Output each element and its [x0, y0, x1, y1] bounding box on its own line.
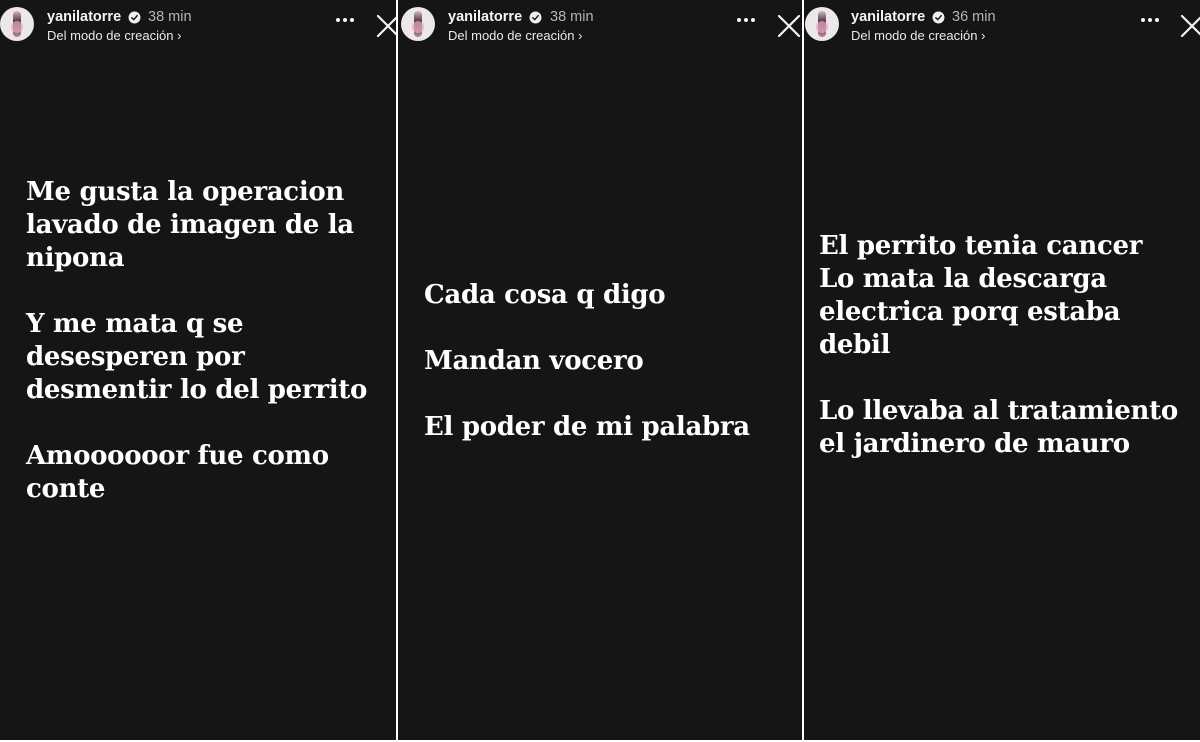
text-line: lavado de imagen de la — [26, 210, 354, 240]
creation-mode-link[interactable]: Del modo de creación › — [47, 28, 182, 43]
text-line: Cada cosa q digo — [424, 280, 666, 310]
text-line: Y me mata q se — [26, 309, 244, 339]
avatar[interactable] — [401, 7, 435, 41]
more-options-icon[interactable] — [335, 17, 355, 23]
text-line: Lo llevaba al tratamiento — [819, 396, 1178, 426]
story-panel-3[interactable] — [804, 0, 1200, 740]
text-line: nipona — [26, 243, 125, 273]
text-line: desesperen por — [26, 342, 245, 372]
close-icon[interactable] — [1180, 14, 1200, 38]
text-line: Lo mata la descarga — [819, 264, 1107, 294]
story-panel-1[interactable] — [0, 0, 396, 740]
username[interactable]: yanilatorre — [47, 9, 122, 25]
post-time: 36 min — [952, 9, 996, 25]
creation-mode-link[interactable]: Del modo de creación › — [851, 28, 986, 43]
story-paragraph — [26, 308, 367, 407]
story-text — [819, 230, 1178, 461]
more-options-icon[interactable] — [1140, 17, 1160, 23]
verified-badge-icon — [529, 11, 542, 24]
more-options-icon[interactable] — [736, 17, 756, 23]
story-paragraph — [819, 395, 1178, 461]
text-line: conte — [26, 474, 106, 504]
verified-badge-icon — [128, 11, 141, 24]
text-line: El poder de mi palabra — [424, 412, 750, 442]
text-line: El perrito tenia cancer — [819, 231, 1143, 261]
story-paragraph — [26, 440, 367, 506]
avatar[interactable] — [0, 7, 34, 41]
story-paragraph — [819, 230, 1178, 362]
close-icon[interactable] — [376, 14, 396, 38]
text-line: debil — [819, 330, 891, 360]
text-line: Me gusta la operacion — [26, 177, 345, 207]
avatar[interactable] — [805, 7, 839, 41]
story-panel-2[interactable] — [398, 0, 802, 740]
story-text — [424, 279, 750, 444]
story-paragraph — [424, 411, 750, 444]
text-line: desmentir lo del perrito — [26, 375, 368, 405]
creation-mode-link[interactable]: Del modo de creación › — [448, 28, 583, 43]
text-line: Amoooooor fue como — [26, 441, 329, 471]
story-text — [26, 176, 367, 506]
username[interactable]: yanilatorre — [448, 9, 523, 25]
username[interactable]: yanilatorre — [851, 9, 926, 25]
verified-badge-icon — [932, 11, 945, 24]
text-line: Mandan vocero — [424, 346, 644, 376]
text-line: electrica porq estaba — [819, 297, 1121, 327]
story-paragraph — [26, 176, 367, 275]
post-time: 38 min — [550, 9, 594, 25]
post-time: 38 min — [148, 9, 192, 25]
text-line: el jardinero de mauro — [819, 429, 1130, 459]
close-icon[interactable] — [777, 14, 801, 38]
story-paragraph — [424, 279, 750, 312]
story-paragraph — [424, 345, 750, 378]
